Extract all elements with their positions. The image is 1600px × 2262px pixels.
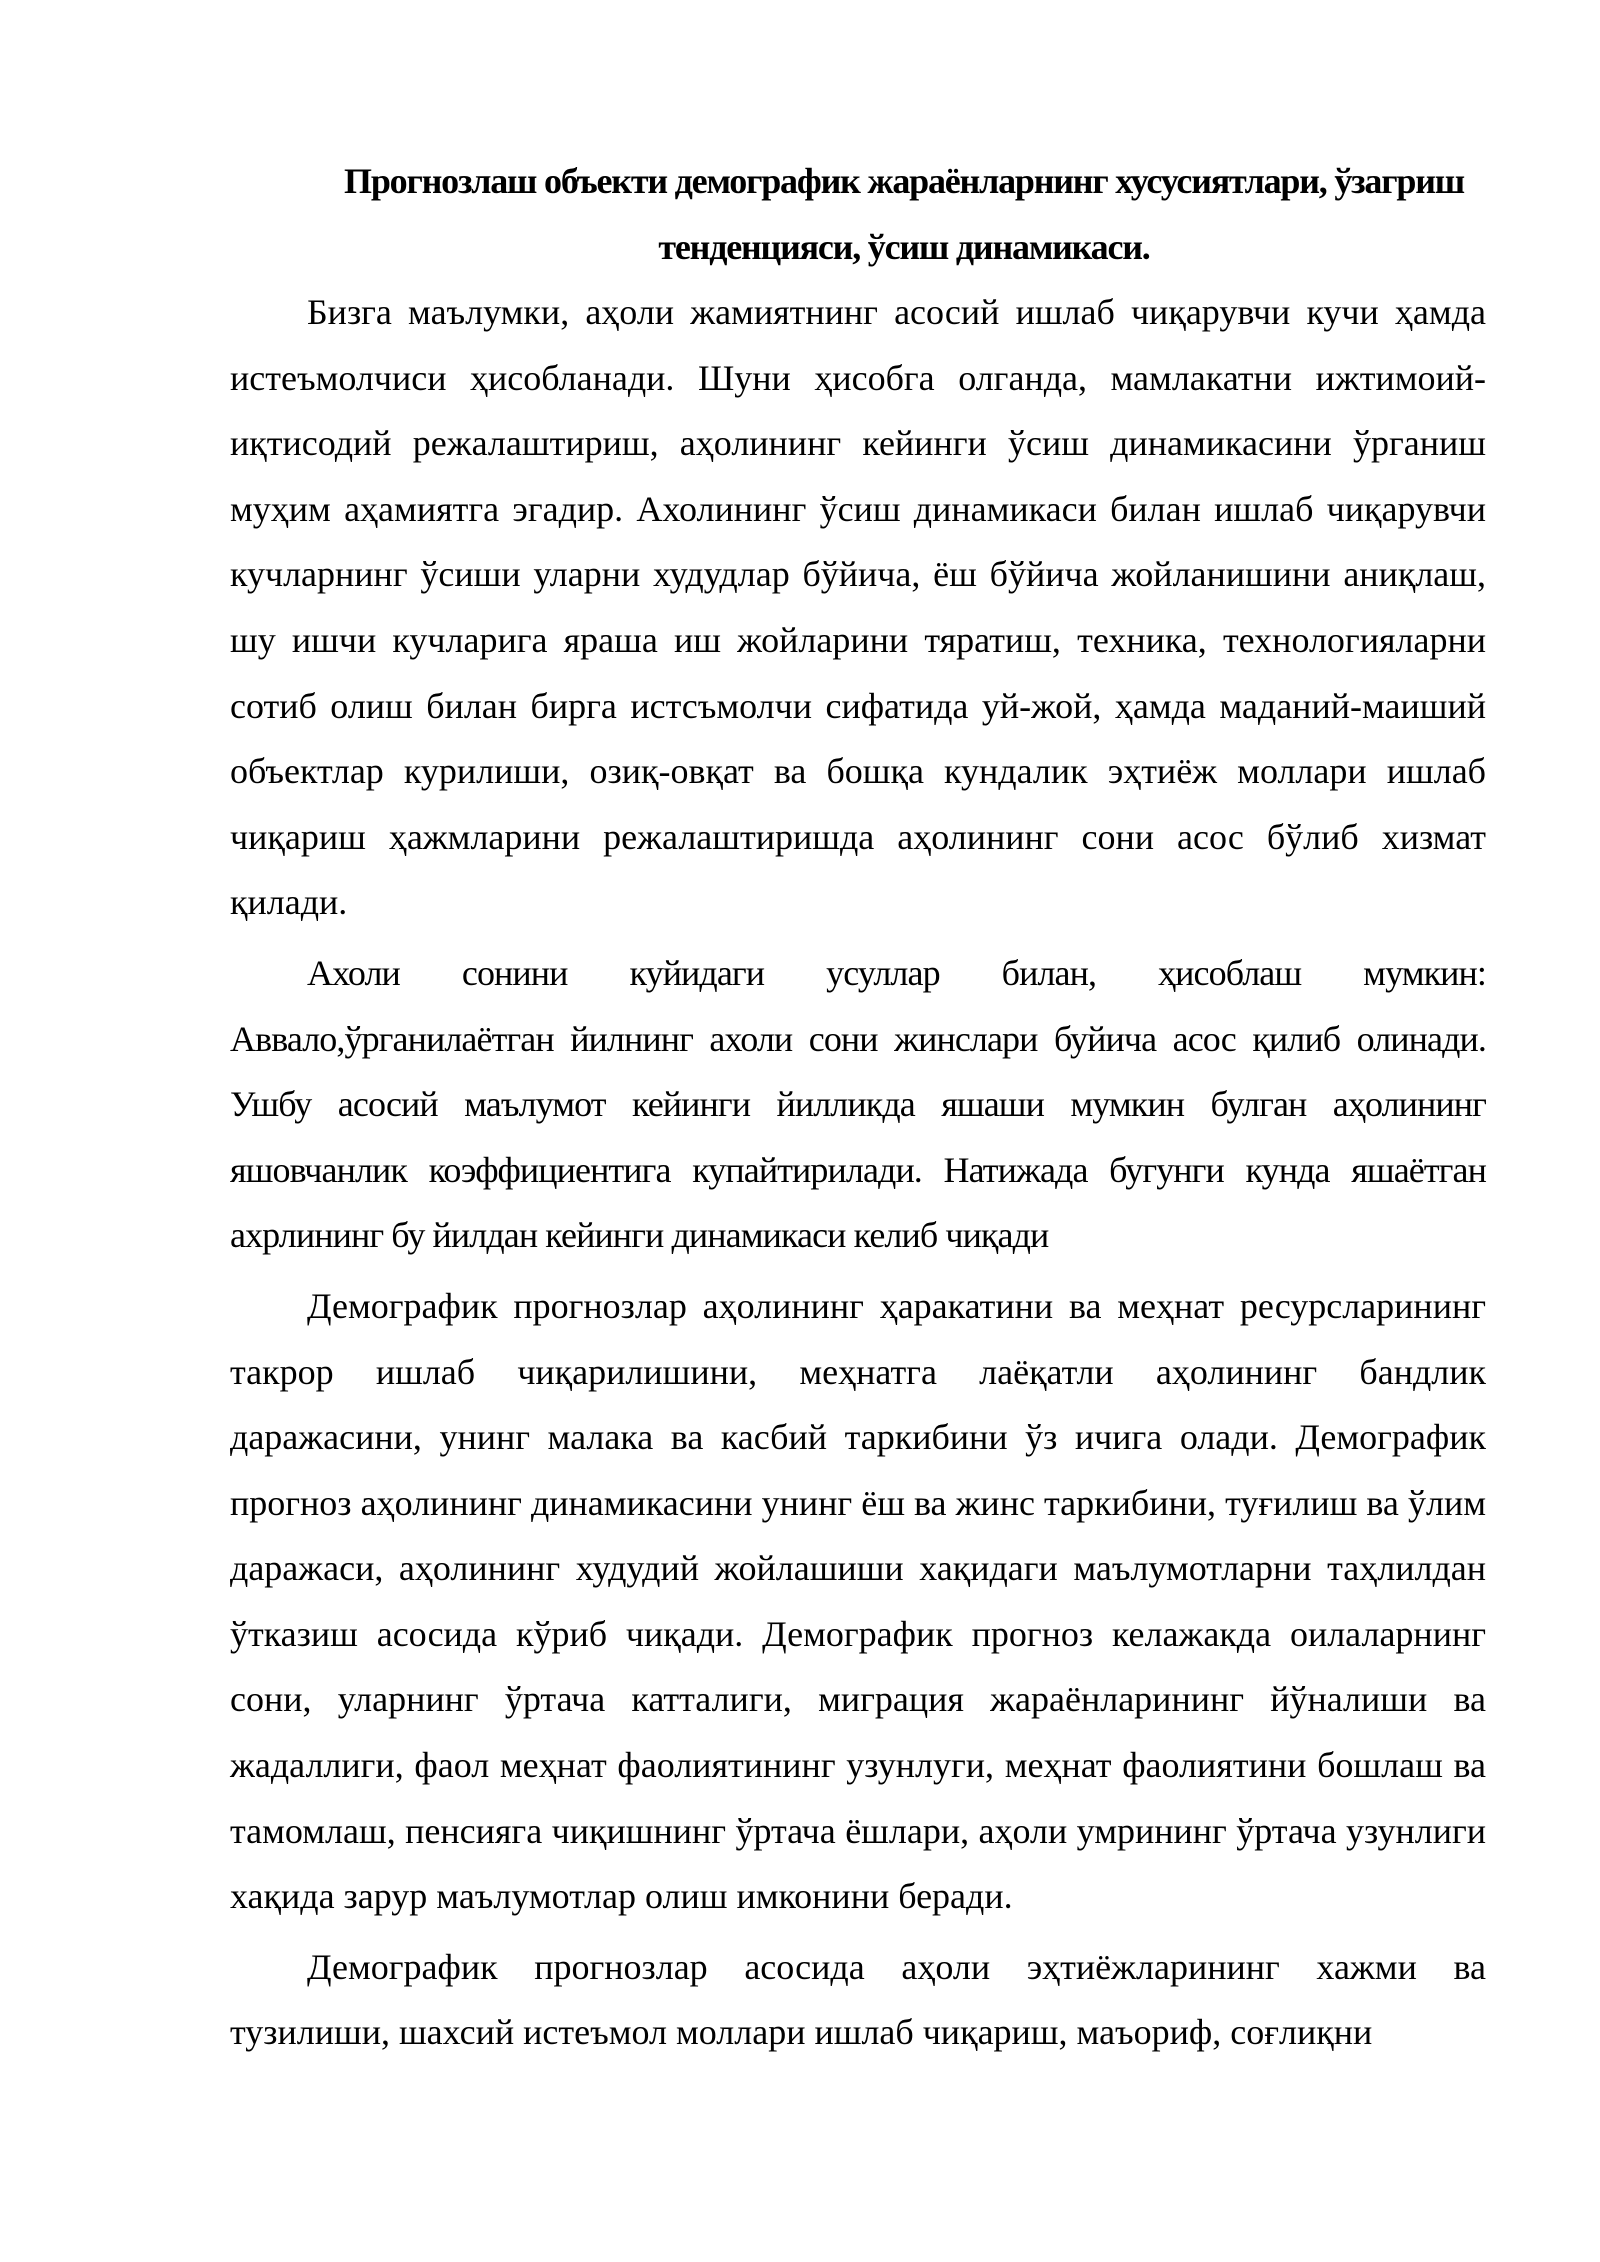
paragraph-population-growth: Бизга маълумки, аҳоли жамиятнинг асосий ишлаб чиқарувчи кучи ҳамда истеъмолчиси ҳисобланади. Шуни ҳисобга олганда, мамлакатни ижтимоий-иқтисодий режалаштириш, аҳолининг кейинги ўсиш динамикасини ўрганиш муҳим аҳамиятга эгадир. Ахолининг ўсиш динамикаси билан ишлаб чиқарувчи кучларнинг ўсиши уларни худудлар бўйича, ёш бўйича жойланишини аниқлаш, шу ишчи кучларига яраша иш жойларини тяратиш, техника, технологияларни сотиб олиш билан бирга истсъмолчи сифатида уй-жой, ҳамда маданий-маиший объектлар курилиши, озиқ-овқат ва бошқа кундалик эҳтиёж моллари ишлаб чиқариш ҳажмларини режалаштиришда аҳолининг сони асос бўлиб хизмат қилади.: [230, 292, 1486, 923]
title-line-1: Прогнозлаш объекти демографик жараёнларнинг хусусиятлари, ўзагриш: [344, 161, 1464, 201]
title-line-2: тенденцияси, ўсиш динамикаси.: [658, 227, 1150, 267]
paragraph-population-needs: Демографик прогнозлар асосида аҳоли эҳтиёжларининг хажми ва тузилиши, шахсий истеъмол моллари ишлаб чиқариш, маъориф, соғлиқни: [230, 1946, 1486, 2053]
document-title: [230, 148, 1486, 280]
paragraph-demographic-forecasts: Демографик прогнозлар аҳолининг ҳаракатини ва меҳнат ресурсларининг такрор ишлаб чиқарилишини, меҳнатга лаёқатли аҳолининг бандлик даражасини, унинг малака ва касбий таркибини ўз ичига олади. Демографик прогноз аҳолининг динамикасини унинг ёш ва жинс таркибини, туғилиш ва ўлим даражаси, аҳолининг худудий жойлашиши хақидаги маълумотларни таҳлилдан ўтказиш асосида кўриб чиқади. Демографик прогноз келажакда оилаларнинг сони, уларнинг ўртача катталиги, миграция жараёнларининг йўналиши ва жадаллиги, фаол меҳнат фаолиятининг узунлуги, меҳнат фаолиятини бошлаш ва тамомлаш, пенсияга чиқишнинг ўртача ёшлари, аҳоли умрининг ўртача узунлиги хақида зарур маълумотлар олиш имконини беради.: [230, 1285, 1486, 1917]
paragraph-calculation-method: Ахоли сонини куйидаги усуллар билан, ҳисоблаш мумкин: Аввало,ўрганилаётган йилнинг ахоли сони жинслари буйича асос қилиб олинади. Ушбу асосий маълумот кейинги йилликда яшаши мумкин булган аҳолининг яшовчанлик коэффициентига купайтирилади. Натижада бугунги кунда яшаётган ахрлининг бу йилдан кейинги динамикаси келиб чиқади: [230, 952, 1486, 1256]
document-body: [230, 148, 1486, 2066]
